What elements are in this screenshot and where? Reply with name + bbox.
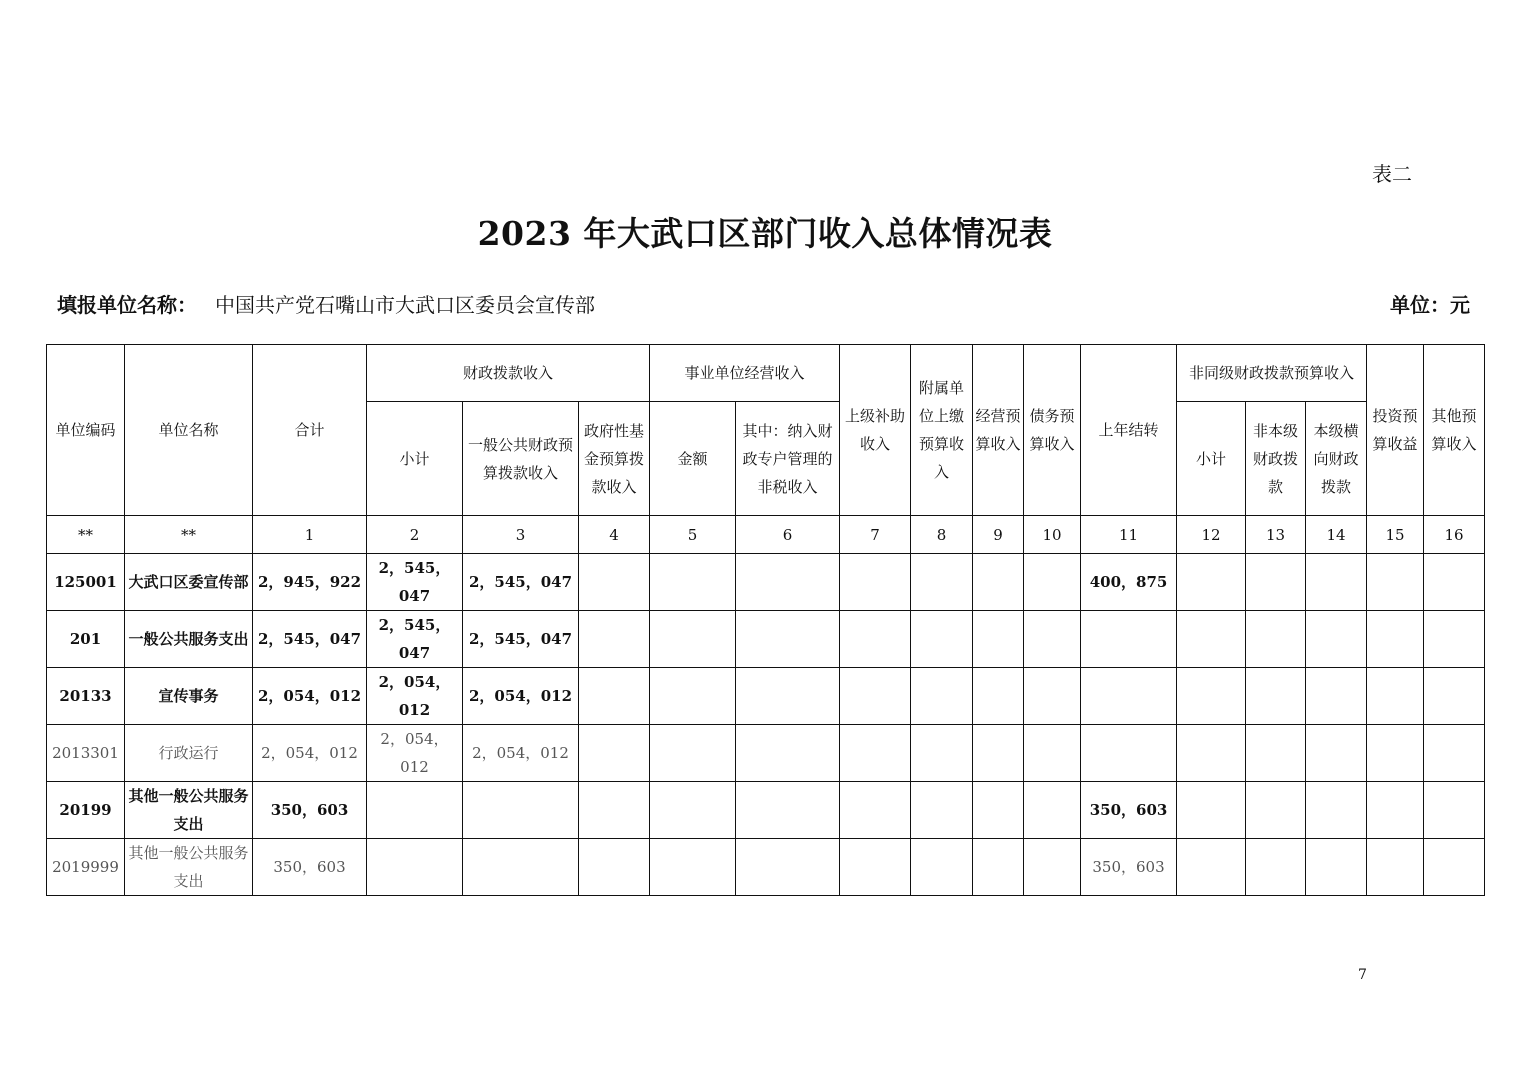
header-nonlevel-other-level: 非本级财政拨款 xyxy=(1246,402,1306,516)
row-carryover: 350，603 xyxy=(1081,839,1177,896)
row-total: 350，603 xyxy=(253,839,367,896)
index-cell: 8 xyxy=(911,516,973,554)
row-fiscal-general: 2，545，047 xyxy=(463,611,579,668)
row-carryover xyxy=(1081,668,1177,725)
row-code: 20133 xyxy=(47,668,125,725)
header-investment: 投资预算收益 xyxy=(1367,345,1424,516)
row-fiscal-subtotal xyxy=(367,839,463,896)
row-code: 2013301 xyxy=(47,725,125,782)
row-name: 其他一般公共服务支出 xyxy=(125,782,253,839)
row-name: 行政运行 xyxy=(125,725,253,782)
header-name: 单位名称 xyxy=(125,345,253,516)
header-fiscal-group: 财政拨款收入 xyxy=(367,345,650,402)
index-cell: 13 xyxy=(1246,516,1306,554)
index-cell: 11 xyxy=(1081,516,1177,554)
header-debt: 债务预算收入 xyxy=(1024,345,1081,516)
revenue-table xyxy=(46,344,1485,896)
header-fiscal-fund: 政府性基金预算拨款收入 xyxy=(579,402,650,516)
header-business-group: 事业单位经营收入 xyxy=(650,345,840,402)
index-cell: 6 xyxy=(736,516,840,554)
table-row xyxy=(47,554,1485,611)
row-name: 宣传事务 xyxy=(125,668,253,725)
header-other: 其他预算收入 xyxy=(1424,345,1485,516)
row-fiscal-subtotal: 2，545，047 xyxy=(367,611,463,668)
row-name: 一般公共服务支出 xyxy=(125,611,253,668)
index-cell: 5 xyxy=(650,516,736,554)
reporting-unit xyxy=(57,289,595,318)
header-code: 单位编码 xyxy=(47,345,125,516)
index-cell: 1 xyxy=(253,516,367,554)
table-row xyxy=(47,668,1485,725)
row-name: 其他一般公共服务支出 xyxy=(125,839,253,896)
header-fiscal-subtotal: 小计 xyxy=(367,402,463,516)
header-row-1 xyxy=(47,345,1485,402)
row-fiscal-subtotal xyxy=(367,782,463,839)
header-nonlevel-subtotal: 小计 xyxy=(1177,402,1246,516)
page-number: 7 xyxy=(1358,967,1367,983)
header-fiscal-general: 一般公共财政预算拨款收入 xyxy=(463,402,579,516)
index-cell: 7 xyxy=(840,516,911,554)
index-cell: ** xyxy=(125,516,253,554)
row-fiscal-general xyxy=(463,782,579,839)
index-cell: 9 xyxy=(973,516,1024,554)
row-carryover xyxy=(1081,611,1177,668)
index-cell: 10 xyxy=(1024,516,1081,554)
row-fiscal-general: 2，054，012 xyxy=(463,725,579,782)
currency-unit: 单位：元 xyxy=(1390,293,1470,317)
index-cell: 12 xyxy=(1177,516,1246,554)
table-row xyxy=(47,725,1485,782)
table-row xyxy=(47,839,1485,896)
header-superior-subsidy: 上级补助收入 xyxy=(840,345,911,516)
row-code: 20199 xyxy=(47,782,125,839)
index-cell: 3 xyxy=(463,516,579,554)
index-cell: ** xyxy=(47,516,125,554)
header-business-amount: 金额 xyxy=(650,402,736,516)
row-name: 大武口区委宣传部 xyxy=(125,554,253,611)
row-code: 125001 xyxy=(47,554,125,611)
table-row xyxy=(47,782,1485,839)
row-fiscal-general xyxy=(463,839,579,896)
reporting-unit-name: 中国共产党石嘴山市大武口区委员会宣传部 xyxy=(215,293,595,317)
header-nonlevel-group: 非同级财政拨款预算收入 xyxy=(1177,345,1367,402)
row-total: 2，054，012 xyxy=(253,725,367,782)
header-business-nontax: 其中：纳入财政专户管理的非税收入 xyxy=(736,402,840,516)
row-code: 2019999 xyxy=(47,839,125,896)
row-code: 201 xyxy=(47,611,125,668)
row-total: 2，054，012 xyxy=(253,668,367,725)
index-cell: 4 xyxy=(579,516,650,554)
row-fiscal-subtotal: 2，545，047 xyxy=(367,554,463,611)
index-cell: 15 xyxy=(1367,516,1424,554)
header-nonlevel-horizontal: 本级横向财政拨款 xyxy=(1306,402,1367,516)
index-cell: 2 xyxy=(367,516,463,554)
header-operating: 经营预算收入 xyxy=(973,345,1024,516)
index-cell: 14 xyxy=(1306,516,1367,554)
reporting-unit-label: 填报单位名称： xyxy=(57,293,197,317)
row-fiscal-subtotal: 2，054，012 xyxy=(367,725,463,782)
row-total: 2，945，922 xyxy=(253,554,367,611)
row-carryover xyxy=(1081,725,1177,782)
table-label: 表二 xyxy=(1372,162,1412,186)
row-carryover: 350，603 xyxy=(1081,782,1177,839)
row-total: 350，603 xyxy=(253,782,367,839)
row-carryover: 400，875 xyxy=(1081,554,1177,611)
index-cell: 16 xyxy=(1424,516,1485,554)
page-title: 2023 年大武口区部门收入总体情况表 xyxy=(477,214,1053,253)
header-carryover: 上年结转 xyxy=(1081,345,1177,516)
row-fiscal-subtotal: 2，054，012 xyxy=(367,668,463,725)
row-fiscal-general: 2，054，012 xyxy=(463,668,579,725)
row-fiscal-general: 2，545，047 xyxy=(463,554,579,611)
row-total: 2，545，047 xyxy=(253,611,367,668)
index-row xyxy=(47,516,1485,554)
header-total: 合计 xyxy=(253,345,367,516)
header-affiliated: 附属单位上缴预算收入 xyxy=(911,345,973,516)
table-row xyxy=(47,611,1485,668)
